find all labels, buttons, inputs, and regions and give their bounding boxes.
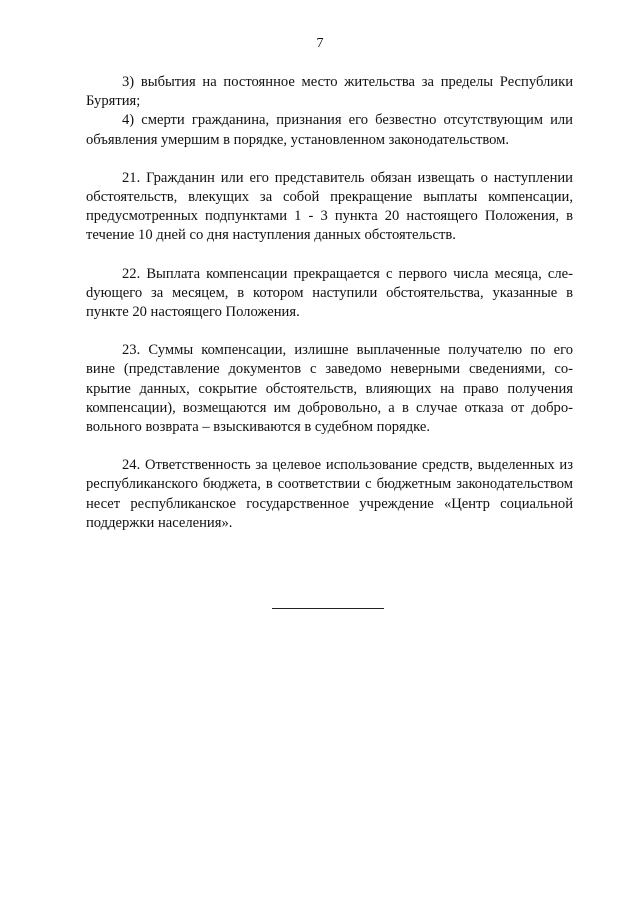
paragraph-21: 21. Гражданин или его представитель обязан извещать о наступлении обстоятельств, влекущих за собой прекращение выплаты компенсации, предусмотренных подпунктами 1 - 3 пункта 20 настоящего Положения, в течение 10 дней со дня наступления данных обстоятельств. [86,169,573,244]
paragraph-24: 24. Ответственность за целевое использование средств, выделенных из республиканского бюджета, в соответствии с бюджетным законодательством несет республиканское государственное учреждение «Центр социальной поддержки населения». [86,457,573,531]
document-body [86,73,573,533]
paragraph-item-3: 3) выбытия на постоянное место жительства за пределы Республики Бурятия; [86,74,573,110]
paragraph-item-4: 4) смерти гражданина, признания его безвестно отсутствующим или объявления умершим в порядке, установленном законодательством. [86,112,573,148]
end-of-text-rule [272,608,384,609]
paragraph-22: 22. Выплата компенсации прекращается с первого числа месяца, слеdующего за месяцем, в котором наступили обстоятельства, указанные в пункте 20 настоящего Положения. [86,265,573,321]
page-number: 7 [316,36,324,51]
paragraph-23: 23. Суммы компенсации, излишне выплаченные получателю по его вине (представление документов с заведомо неверными сведениями, сокрытие данных, сокрытие обстоятельств, влияющих на право получения компенсации), возмещаются им добровольно, а в случае отказа от добровольного возврата – взыскиваются в судебном порядке. [86,342,573,436]
